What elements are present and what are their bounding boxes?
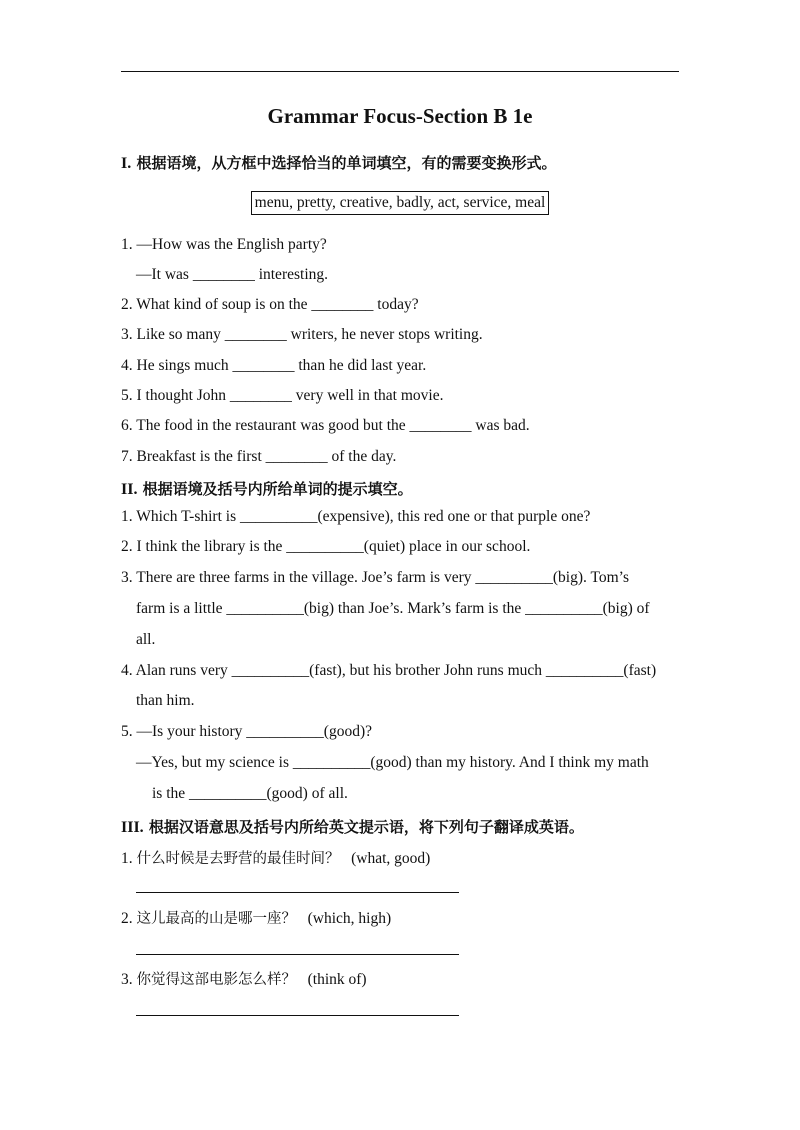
hint-words: (what, good) xyxy=(339,850,431,867)
part1-line: 5. I thought John ________ very well in that movie. xyxy=(121,387,444,404)
part3-heading xyxy=(121,816,584,837)
hint-words: (think of) xyxy=(296,971,367,988)
chinese-sentence: 你觉得这部电影怎么样？ xyxy=(136,972,296,988)
part2-line: all. xyxy=(136,631,156,648)
page-title: Grammar Focus-Section B 1e xyxy=(267,104,533,128)
part1-line: 1. —How was the English party? xyxy=(121,236,327,253)
part1-heading xyxy=(121,152,556,173)
translation-item xyxy=(121,907,391,928)
answer-line[interactable] xyxy=(136,1015,459,1016)
part1-heading-num: I. xyxy=(121,155,132,172)
part1-line: —It was ________ interesting. xyxy=(136,266,329,283)
chinese-sentence: 什么时候是去野营的最佳时间？ xyxy=(136,851,340,867)
part2-line: than him. xyxy=(136,692,195,709)
part2-line: —Yes, but my science is __________(good) than my history. And I think my math xyxy=(136,754,649,771)
word-box-text: menu, pretty, creative, badly, act, service, meal xyxy=(251,191,550,215)
part2-line: is the __________(good) of all. xyxy=(152,785,348,802)
part1-line: 2. What kind of soup is on the ________ today? xyxy=(121,296,419,313)
item-number: 1. xyxy=(121,850,137,867)
answer-line[interactable] xyxy=(136,954,459,955)
part3-heading-text: 根据汉语意思及括号内所给英文提示语，将下列句子翻译成英语。 xyxy=(143,818,584,836)
translation-item xyxy=(121,968,367,989)
item-number: 3. xyxy=(121,971,137,988)
part2-heading-text: 根据语境及括号内所给单词的提示填空。 xyxy=(137,480,413,498)
part2-line: 3. There are three farms in the village. Joe’s farm is very __________(big). Tom’s xyxy=(121,569,629,586)
part2-line: farm is a little __________(big) than Joe’s. Mark’s farm is the __________(big) of xyxy=(136,600,650,617)
hint-words: (which, high) xyxy=(296,910,392,927)
translation-item xyxy=(121,847,430,868)
part2-line: 4. Alan runs very __________(fast), but his brother John runs much __________(fast) xyxy=(121,662,657,679)
word-box xyxy=(0,191,800,215)
part2-heading-num: II. xyxy=(121,481,138,498)
part1-line: 3. Like so many ________ writers, he never stops writing. xyxy=(121,326,483,343)
part1-heading-text: 根据语境，从方框中选择恰当的单词填空，有的需要变换形式。 xyxy=(131,154,557,172)
part2-line: 1. Which T-shirt is __________(expensive), this red one or that purple one? xyxy=(121,508,591,525)
chinese-sentence: 这儿最高的山是哪一座？ xyxy=(136,911,296,927)
part1-line: 7. Breakfast is the first ________ of the day. xyxy=(121,448,397,465)
header-rule xyxy=(121,71,679,72)
part1-line: 4. He sings much ________ than he did last year. xyxy=(121,357,427,374)
part1-line: 6. The food in the restaurant was good but the ________ was bad. xyxy=(121,417,530,434)
part2-line: 2. I think the library is the __________(quiet) place in our school. xyxy=(121,538,531,555)
item-number: 2. xyxy=(121,910,137,927)
part2-line: 5. —Is your history __________(good)? xyxy=(121,723,372,740)
part2-heading xyxy=(121,478,413,499)
answer-line[interactable] xyxy=(136,892,459,893)
part3-heading-num: III. xyxy=(121,819,144,836)
